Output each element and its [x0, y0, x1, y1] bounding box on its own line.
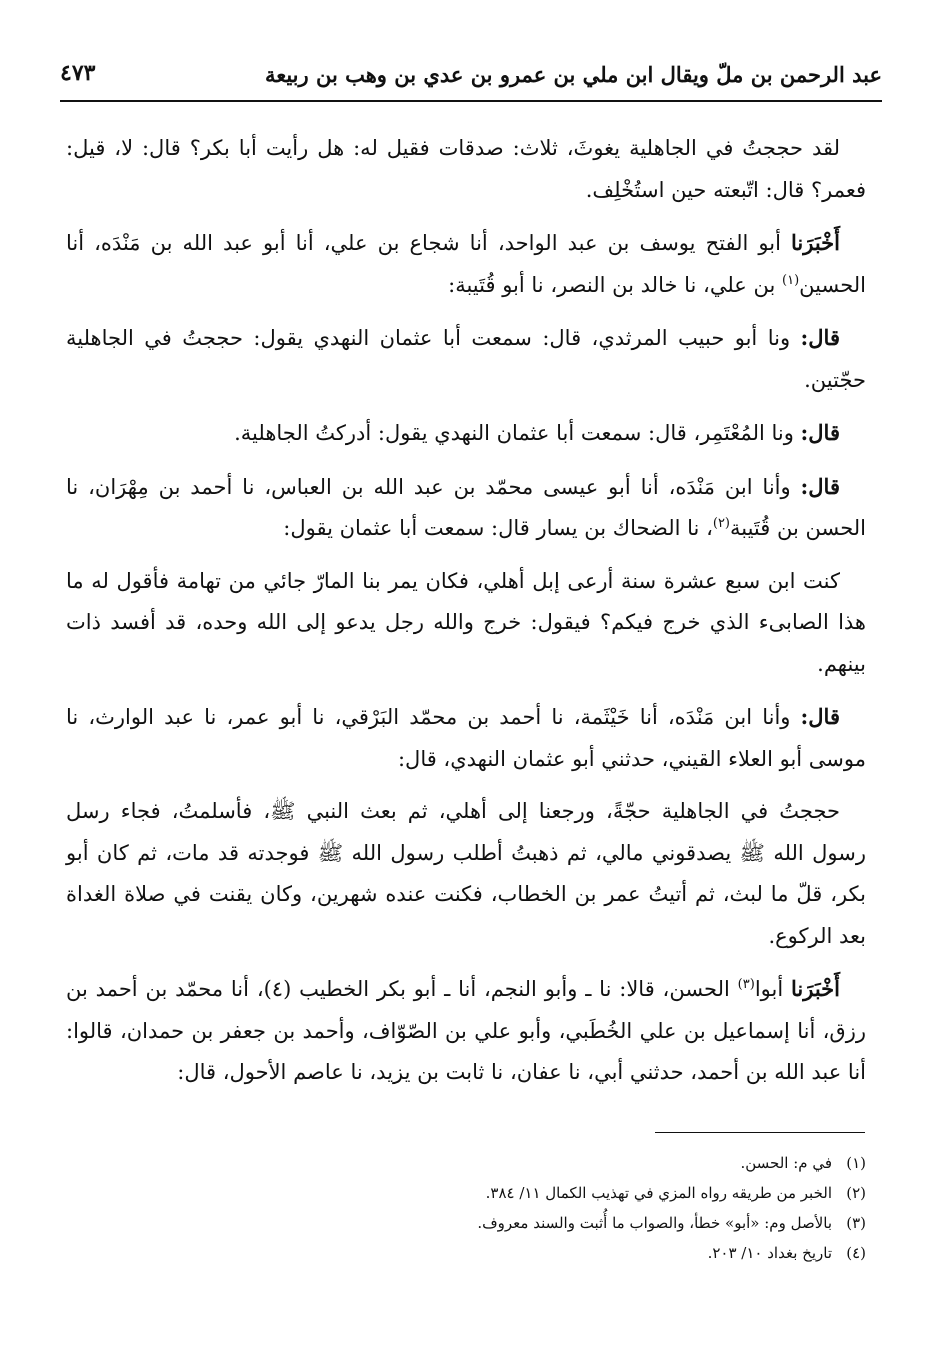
footnote-ref-3: (٣) — [737, 977, 755, 992]
footnotes — [300, 1148, 866, 1268]
paragraph-7: قال: وأنا ابن مَنْدَه، أنا خَيْثَمة، نا أحمد بن محمّد البَرْقي، نا أبو عمر، نا عبد الوارث، نا موسى أبو العلاء القيني، حدثني أبو عثمان النهدي، قال: — [66, 704, 866, 771]
paragraph-6: كنت ابن سبع عشرة سنة أرعى إبل أهلي، فكان يمر بنا المارّ جائي من تهامة فأقول له ما هذا الصابىء الذي خرج فيكم؟ فيقول: خرج والله رجل يدعو إلى الله وحده، قد أفسد ذات بينهم. — [66, 568, 866, 676]
page-number: ٤٧٣ — [60, 60, 96, 86]
paragraph-5: قال: وأنا ابن مَنْدَه، أنا أبو عيسى محمّد بن عبد الله بن العباس، نا أحمد بن مِهْرَان، نا الحسن بن قُتَيبة$^{(٢)}$، نا الضحاك بن يسار قال: سمعت أبا عثمان يقول: — [66, 473, 866, 540]
footnote-3: (٣)بالأصل وم: «أبو» خطأ، والصواب ما أُثبت والسند معروف. — [477, 1214, 866, 1232]
keyword-akhbarana: أَخْبَرَنا — [791, 230, 840, 255]
keyword-qala: قال: — [800, 473, 840, 499]
paragraph-1: لقد حججتُ في الجاهلية يغوثَ، ثلاث: صدقات فقيل له: هل رأيت أبا بكر؟ قال: لا، قيل: فعمر؟ قال: اتّبعته حين استُخْلِف. — [66, 136, 866, 202]
page-header — [60, 60, 882, 100]
footnote-4: (٤)تاريخ بغداد ١٠/ ٢٠٣. — [707, 1244, 866, 1262]
footnote-separator — [655, 1132, 865, 1133]
running-title: عبد الرحمن بن ملّ ويقال ابن ملي بن عمرو بن عدي بن وهب بن ربيعة — [264, 62, 882, 87]
paragraph-9: أَخْبَرَنا أبوا$^{(٣)}$ الحسن، قالا: نا ـ وأبو النجم، أنا ـ أبو بكر الخطيب (٤)، أنا محمّد بن أحمد بن رزق، أنا إسماعيل بن علي الخُطَبي، وأبو علي بن الصّوّاف، وأحمد بن جعفر بن حمدان، قالوا: أنا عبد الله بن أحمد، حدثني أبي، نا عفان، نا ثابت بن يزيد، نا عاصم الأحول، قال: — [66, 976, 866, 1084]
keyword-akhbarana: أَخْبَرَنا — [791, 976, 840, 1001]
footnote-ref-2: (٢) — [712, 516, 730, 531]
paragraph-4: قال: ونا المُعْتَمِر، قال: سمعت أبا عثمان النهدي يقول: أدركتُ الجاهلية. — [234, 420, 840, 445]
keyword-qala: قال: — [800, 704, 840, 729]
paragraph-8: حججتُ في الجاهلية حجّةً، ورجعنا إلى أهلي، ثم بعث النبي ﷺ، فأسلمتُ، فجاء رسل رسول الله ﷺ يصدقوني مالي، ثم ذهبتُ أطلب رسول الله ﷺ فوجدته قد مات، ثم كان أبو بكر، قلّ ما لبث، ثم أتيتُ عمر بن الخطاب، فكنت عنده شهرين، وكان يقنت في صلاة الغداة بعد الركوع. — [66, 799, 866, 948]
keyword-qala: قال: — [800, 325, 840, 350]
main-text — [66, 128, 866, 1105]
footnote-2: (٢)الخبر من طريقه رواه المزي في تهذيب الكمال ١١/ ٣٨٤. — [485, 1184, 866, 1202]
paragraph-3: قال: ونا أبو حبيب المرثدي، قال: سمعت أبا عثمان النهدي يقول: حججتُ في الجاهلية حجّتين. — [66, 325, 866, 392]
footnote-1: (١)في م: الحسن. — [740, 1154, 866, 1172]
footnote-ref-1: (١) — [782, 272, 800, 288]
header-rule — [60, 100, 882, 102]
keyword-qala: قال: — [800, 420, 840, 445]
paragraph-2: أَخْبَرَنا أبو الفتح يوسف بن عبد الواحد، أنا شجاع بن علي، أنا أبو عبد الله بن مَنْدَه، أنا الحسين$^{(١)}$ بن علي، نا خالد بن النصر، نا أبو قُتَيبة: — [66, 230, 866, 297]
